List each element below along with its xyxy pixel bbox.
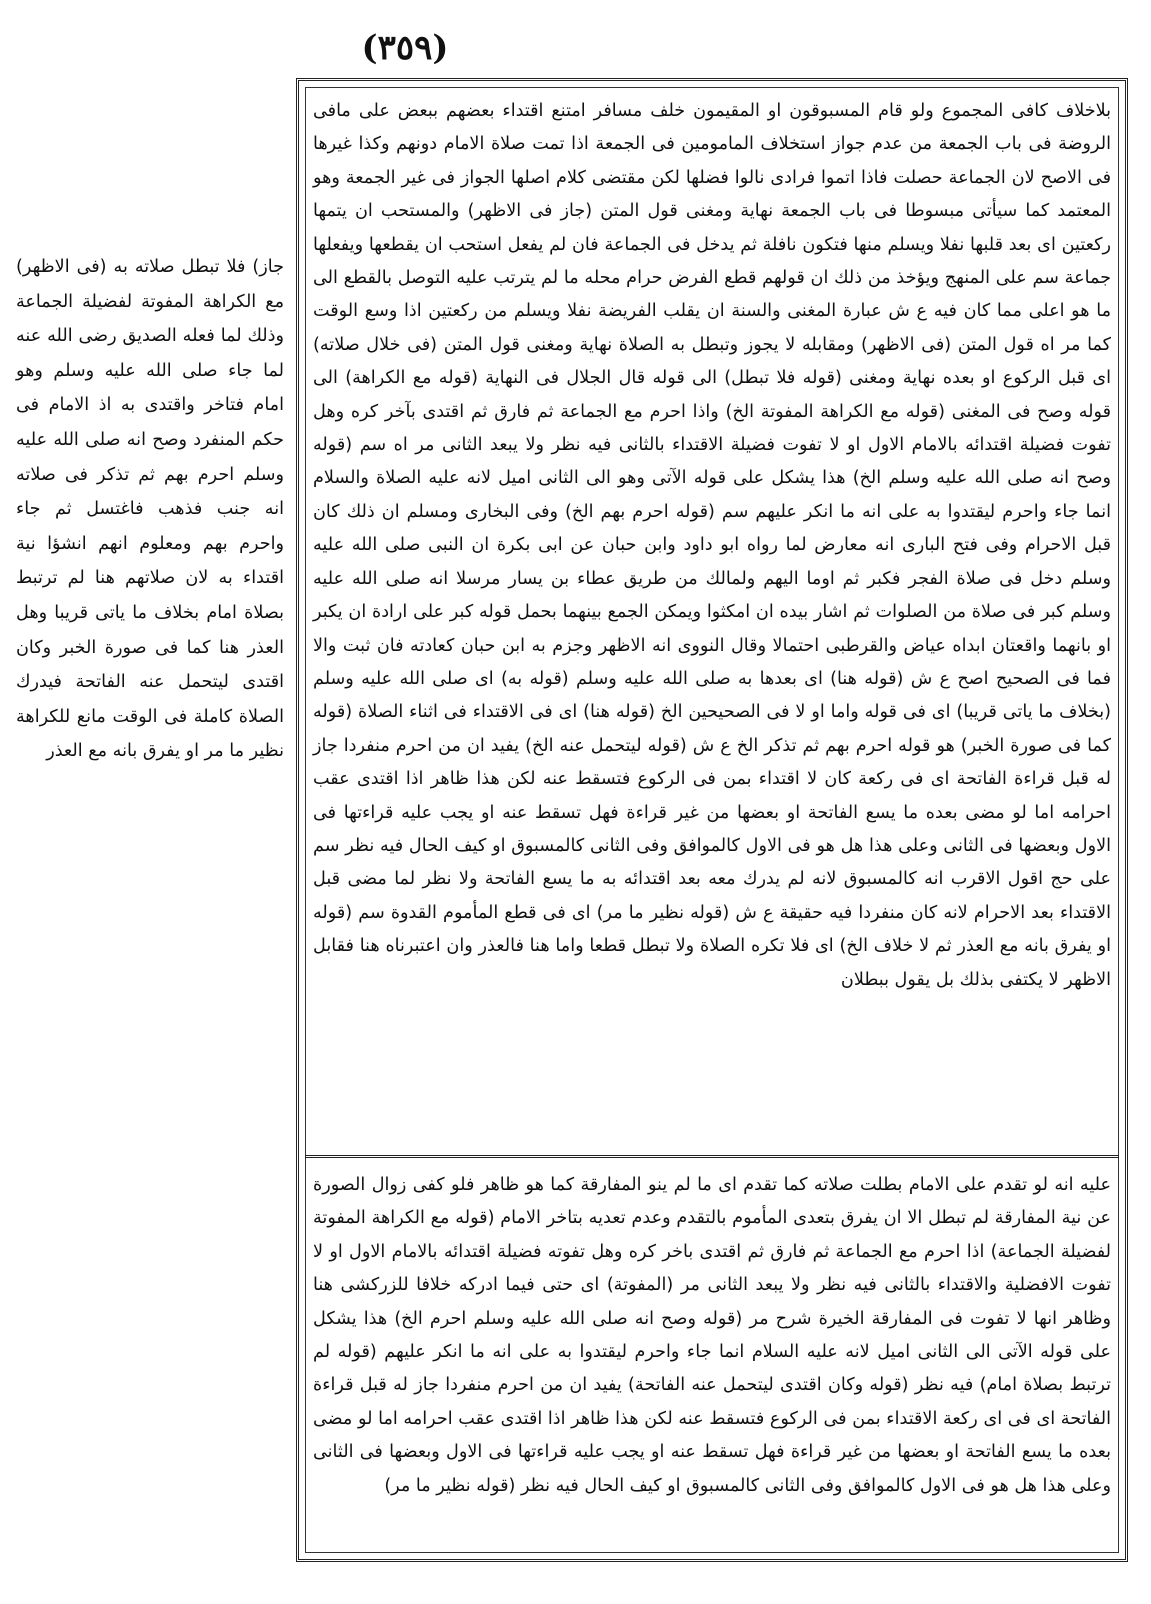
footnote-commentary-text: عليه انه لو تقدم على الامام بطلت صلاته كما تقدم اى ما لم ينو المفارقة كما هو ظاهر فلو كفى زوال الصورة عن نية المفارقة لم تبطل الا ان يفرق بتعدى المأموم بالتقدم وعدم تعديه بتاخر الامام (قوله مع الكراهة المفوتة لفضيلة الجماعة) اذا احرم مع الجماعة ثم فارق ثم اقتدى باخر كره وهل تفوته فضيلة اقتدائه بالامام الاول او لا تفوت الافضلية والاقتداء بالثانى فيه نظر ولا يبعد الثانى مر (المفوتة) اى حتى فيما ادركه خلافا للزركشى هنا وظاهر انها لا تفوت فى المفارقة الخيرة شرح مر (قوله وصح انه صلى الله عليه وسلم احرم الخ) هذا يشكل على قوله الآتى الى الثانى اميل لانه عليه السلام انما جاء واحرم ليقتدوا به على انه ما انكر عليهم (قوله لم ترتبط بصلاة امام) فيه نظر (قوله وكان اقتدى ليتحمل عنه الفاتحة) يفيد ان من احرم منفردا جاز له قبل قراءة الفاتحة اى فى اى ركعة الاقتداء بمن فى الركوع فتسقط عنه لكن هذا ظاهر اذا اقتدى عقب احرامه اما لو مضى بعده ما يسع الفاتحة او بعضها من غير قراءة فهل تسقط عنه او يجب عليه قراءتها فى الاول وبعضها فى الثانى وعلى هذا هل هو فى الاول كالموافق وفى الثانى كالمسبوق او كيف الحال فيه نظر (قوله نظير ما مر) — [313, 1175, 1111, 1496]
margin-matn-text: جاز) فلا تبطل صلاته به (فى الاظهر) مع الكراهة المفوتة لفضيلة الجماعة وذلك لما فعله الصديق رضى الله عنه لما جاء صلى الله عليه وسلم وهو امام فتاخر واقتدى به اذ الامام فى حكم المنفرد وصح انه صلى الله عليه وسلم احرم بهم ثم تذكر فى صلاته انه جنب فذهب فاغتسل ثم جاء واحرم بهم ومعلوم انهم انشؤا نية اقتداء به لان صلاتهم هنا لم ترتبط بصلاة امام بخلاف ما ياتى قريبا وهل العذر هنا كما فى صورة الخبر وكان اقتدى ليتحمل عنه الفاتحة فيدرك الصلاة كاملة فى الوقت مانع للكراهة نظير ما مر او يفرق بانه مع العذر — [16, 257, 284, 762]
section-divider — [305, 1155, 1119, 1158]
page-number: (٣٥٩) — [361, 28, 449, 68]
main-frame — [296, 78, 1128, 1562]
main-commentary-text: بلاخلاف كافى المجموع ولو قام المسبوقون او المقيمون خلف مسافر امتنع اقتداء بعضهم ببعض على مافى الروضة فى باب الجمعة من عدم جواز استخلاف المامومين فى الجمعة اذا تمت صلاة الامام دونهم وكذا غيرها فى الاصح لان الجماعة حصلت فاذا اتموا فرادى نالوا فضلها لكن مقتضى كلام اصلها الجواز فى غير الجمعة وهو المعتمد كما سيأتى مبسوطا فى باب الجمعة نهاية ومغنى قول المتن (جاز فى الاظهر) والمستحب ان يتمها ركعتين اى بعد قلبها نفلا ويسلم منها فتكون نافلة ثم يدخل فى الجماعة فان لم يفعل استحب ان يقطعها ويفعلها جماعة سم على المنهج ويؤخذ من ذلك ان قولهم قطع الفرض حرام محله ما لم يترتب عليه التوصل بالقطع الى ما هو اعلى مما كان فيه ع ش عبارة المغنى والسنة ان يقلب الفريضة نفلا ويسلم من ركعتين اذا وسع الوقت كما مر اه قول المتن (فى الاظهر) ومقابله لا يجوز وتبطل به الصلاة نهاية ومغنى قول المتن (فى خلال صلاته) اى قبل الركوع او بعده نهاية ومغنى (قوله فلا تبطل) الى قوله قال الجلال فى النهاية (قوله مع الكراهة) الى قوله وصح فى المغنى (قوله مع الكراهة المفوتة الخ) واذا احرم مع الجماعة ثم فارق ثم اقتدى بآخر كره وهل تفوت فضيلة اقتدائه بالامام الاول او لا تفوت فضيلة الاقتداء بالثانى فيه نظر ولا يبعد الثانى مر اه سم (قوله وصح انه صلى الله عليه وسلم الخ) هذا يشكل على قوله الآتى وهو الى الثانى اميل لانه عليه الصلاة والسلام انما جاء واحرم ليقتدوا به على انه ما انكر عليهم سم (قوله احرم بهم الخ) وفى البخارى ومسلم ان ذلك كان قبل الاحرام وفى فتح البارى انه معارض لما رواه ابو داود وابن حبان عن ابى بكرة ان النبى صلى الله عليه وسلم دخل فى صلاة الفجر فكبر ثم اوما اليهم ولمالك من طريق عطاء بن يسار مرسلا انه صلى الله عليه وسلم كبر فى صلاة من الصلوات ثم اشار بيده ان امكثوا ويمكن الجمع بينهما بحمل قوله كبر على ارادة ان يكبر او بانهما واقعتان ابداه عياض والقرطبى احتمالا وقال النووى انه الاظهر وجزم به ابن حبان كعادته فان ثبت والا فما فى الصحيح اصح ع ش (قوله هنا) اى بعدها به صلى الله عليه وسلم (قوله به) اى صلى الله عليه وسلم (بخلاف ما ياتى قريبا) اى فى قوله واما او لا فى الصحيحين الخ (قوله هنا) اى فى الاقتداء فى اثناء الصلاة (قوله كما فى صورة الخبر) هو قوله احرم بهم ثم تذكر الخ ع ش (قوله ليتحمل عنه الخ) يفيد ان من احرم منفردا جاز له قبل قراءة الفاتحة اى فى ركعة كان لا اقتداء بمن فى الركوع فتسقط عنه لكن هذا ظاهر اذا اقتدى عقب احرامه اما لو مضى بعده ما يسع الفاتحة او بعضها من غير قراءة فهل تسقط عنه او يجب عليه قراءتها فى الاول وبعضها فى الثانى وعلى هذا هل هو فى الاول كالموافق وفى الثانى كالمسبوق او كيف الحال فيه نظر سم على حج اقول الاقرب انه كالمسبوق لانه لم يدرك معه بعد اقتدائه به ما يسع الفاتحة ولا نظر لما مضى قبل الاقتداء بعد الاحرام لانه كان منفردا فيه حقيقة ع ش (قوله نظير ما مر) اى فى قطع المأموم القدوة سم (قوله او يفرق بانه مع العذر ثم لا خلاف الخ) اى فلا تكره الصلاة ولا تبطل قطعا واما هنا فالعذر وان اعتبرناه هنا فقابل الاظهر لا يكتفى بذلك بل يقول ببطلان — [313, 101, 1111, 990]
